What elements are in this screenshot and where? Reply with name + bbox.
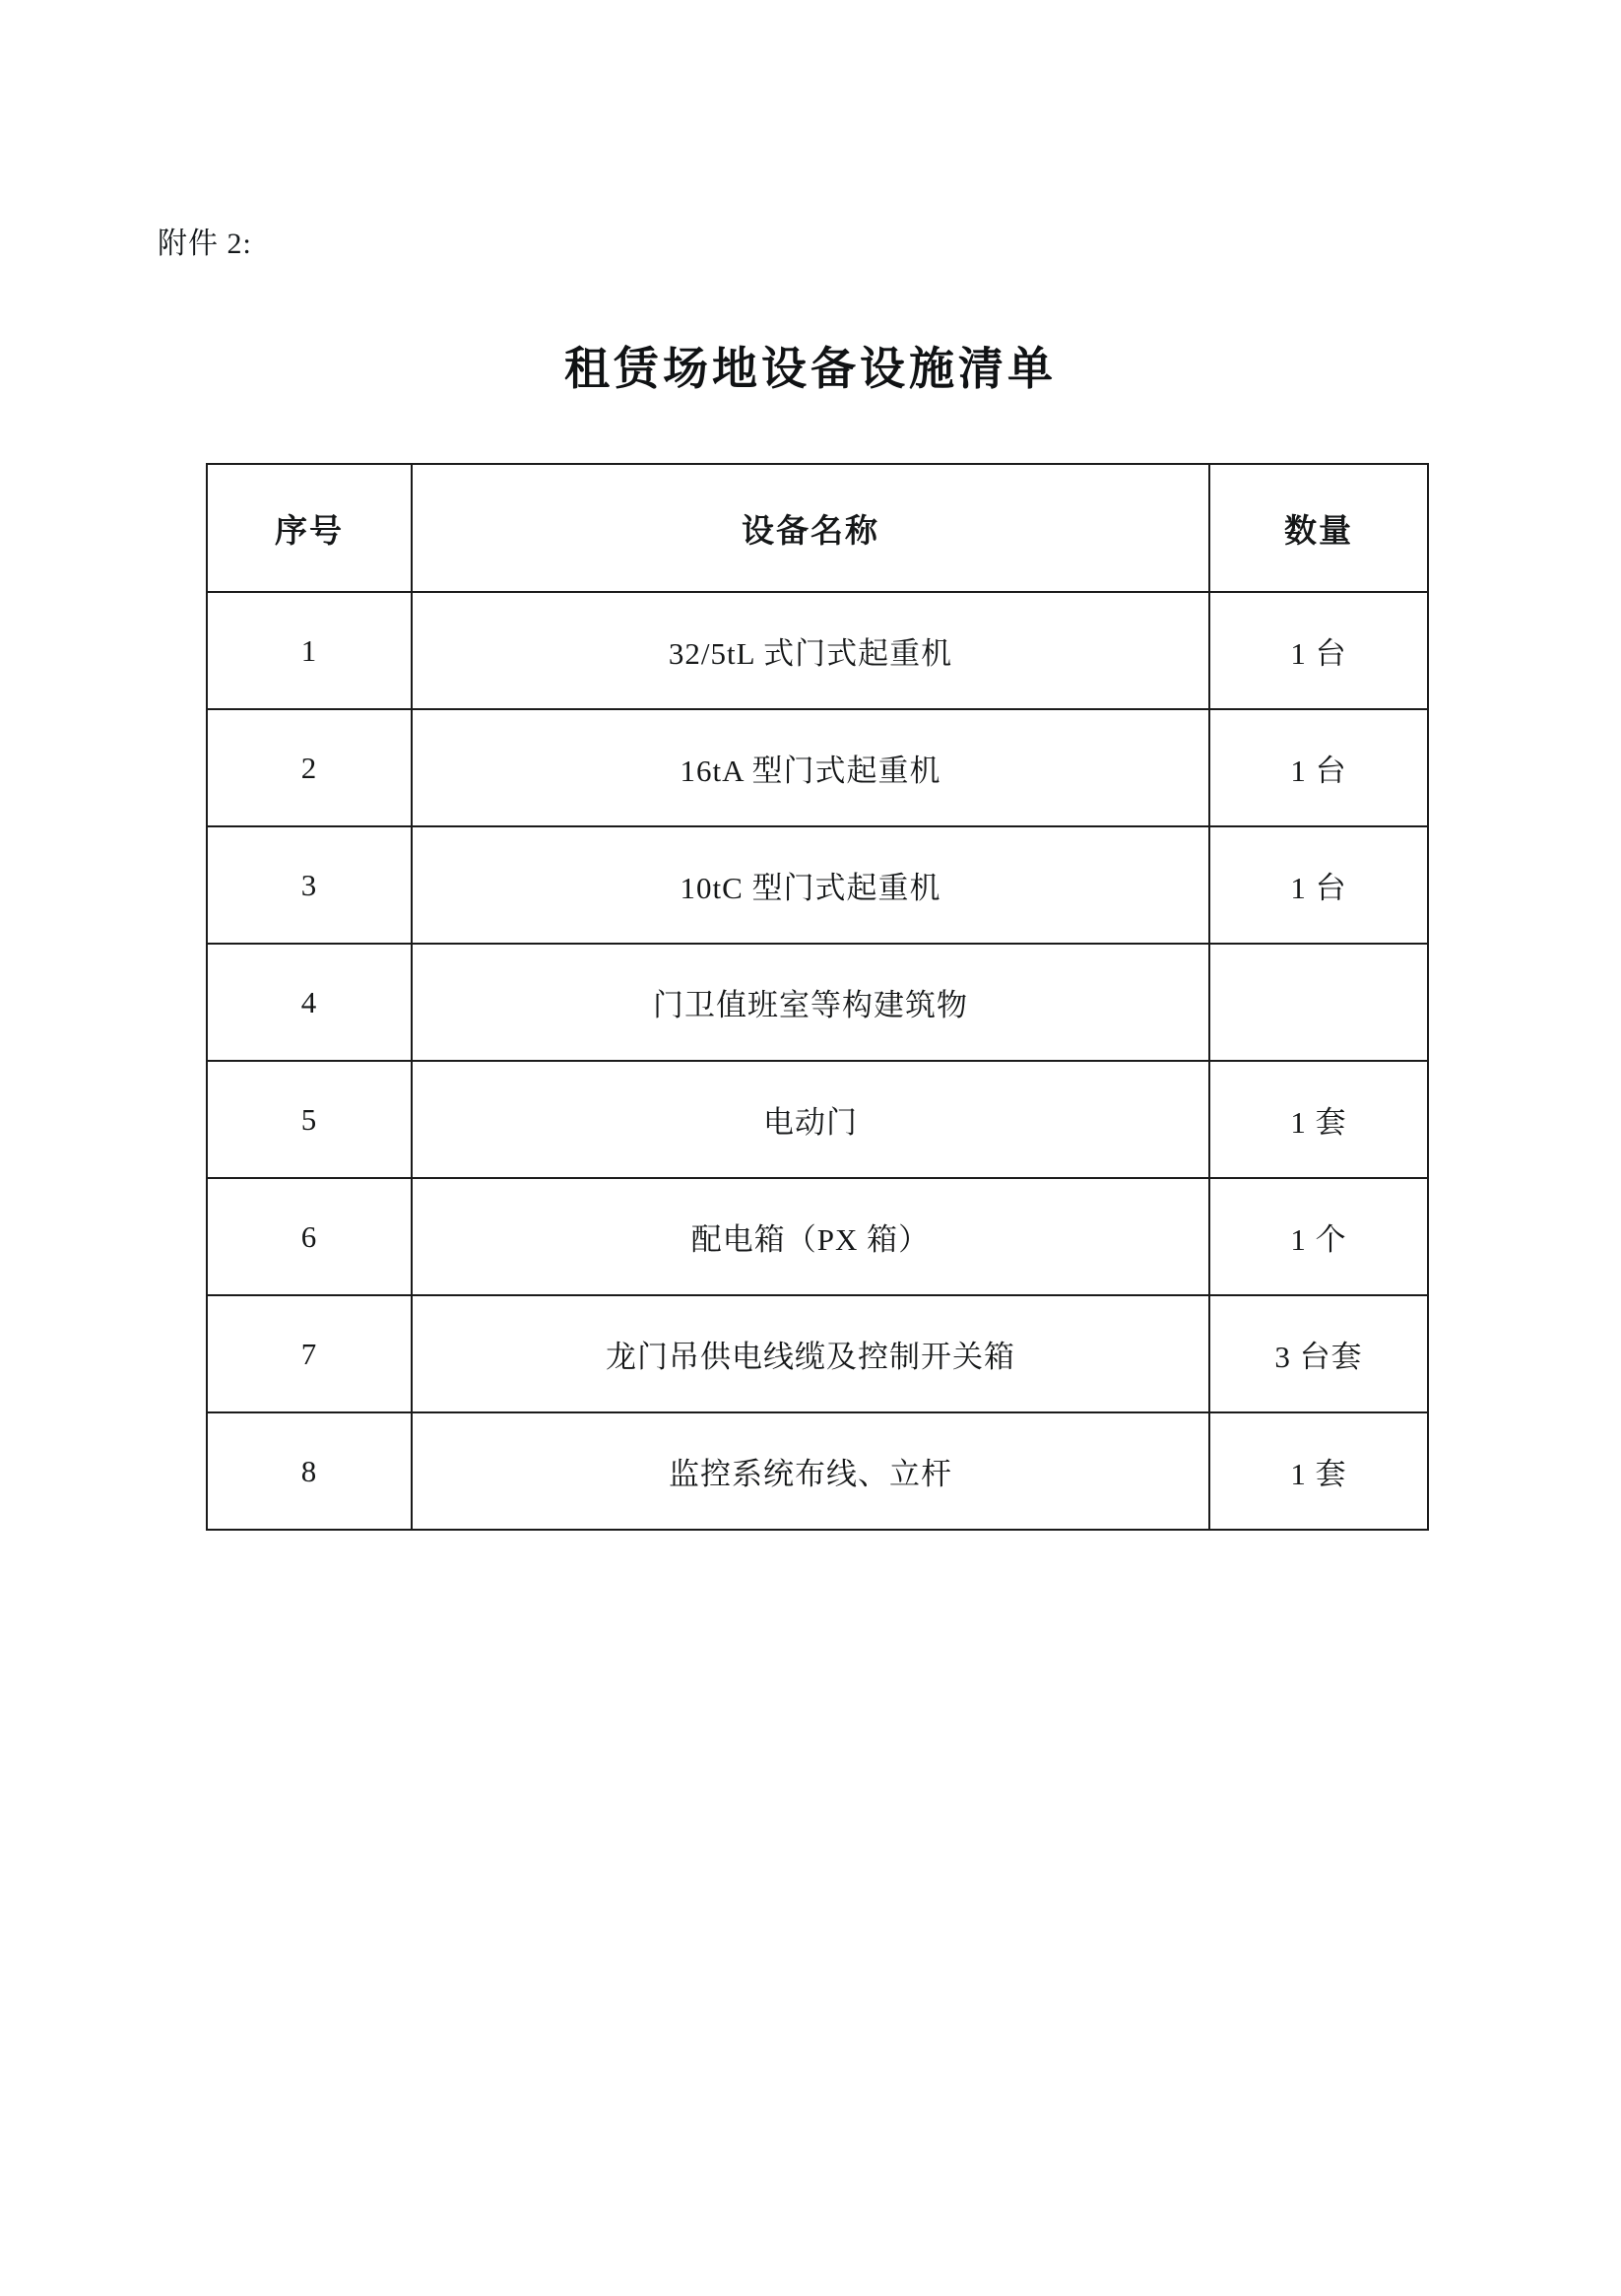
cell-index: 2: [207, 709, 412, 826]
table-row: [207, 1295, 1428, 1412]
equipment-table-wrapper: [206, 463, 1427, 1531]
attachment-label: 附件 2:: [158, 228, 252, 260]
cell-name: 配电箱（PX 箱）: [412, 1178, 1209, 1295]
cell-qty: 1 个: [1209, 1178, 1428, 1295]
column-header-qty: 数量: [1209, 464, 1428, 592]
cell-qty: [1209, 944, 1428, 1061]
cell-index: 7: [207, 1295, 412, 1412]
cell-name: 门卫值班室等构建筑物: [412, 944, 1209, 1061]
cell-index: 1: [207, 592, 412, 709]
cell-name: 16tA 型门式起重机: [412, 709, 1209, 826]
column-header-index: 序号: [207, 464, 412, 592]
cell-name: 10tC 型门式起重机: [412, 826, 1209, 944]
table-row: [207, 944, 1428, 1061]
cell-qty: 1 台: [1209, 592, 1428, 709]
table-row: [207, 1178, 1428, 1295]
table-row: [207, 592, 1428, 709]
cell-name: 32/5tL 式门式起重机: [412, 592, 1209, 709]
table-row: [207, 1412, 1428, 1530]
cell-qty: 1 套: [1209, 1412, 1428, 1530]
table-header-row: [207, 464, 1428, 592]
cell-index: 3: [207, 826, 412, 944]
column-header-name: 设备名称: [412, 464, 1209, 592]
cell-qty: 1 套: [1209, 1061, 1428, 1178]
table-row: [207, 826, 1428, 944]
table-row: [207, 1061, 1428, 1178]
cell-qty: 1 台: [1209, 826, 1428, 944]
table-body: [207, 592, 1428, 1530]
cell-index: 5: [207, 1061, 412, 1178]
cell-qty: 3 台套: [1209, 1295, 1428, 1412]
table-row: [207, 709, 1428, 826]
table-header: [207, 464, 1428, 592]
cell-qty: 1 台: [1209, 709, 1428, 826]
cell-index: 6: [207, 1178, 412, 1295]
cell-index: 4: [207, 944, 412, 1061]
cell-name: 监控系统布线、立杆: [412, 1412, 1209, 1530]
equipment-table: [206, 463, 1429, 1531]
cell-index: 8: [207, 1412, 412, 1530]
cell-name: 电动门: [412, 1061, 1209, 1178]
page-title: 租赁场地设备设施清单: [564, 344, 1057, 394]
cell-name: 龙门吊供电线缆及控制开关箱: [412, 1295, 1209, 1412]
